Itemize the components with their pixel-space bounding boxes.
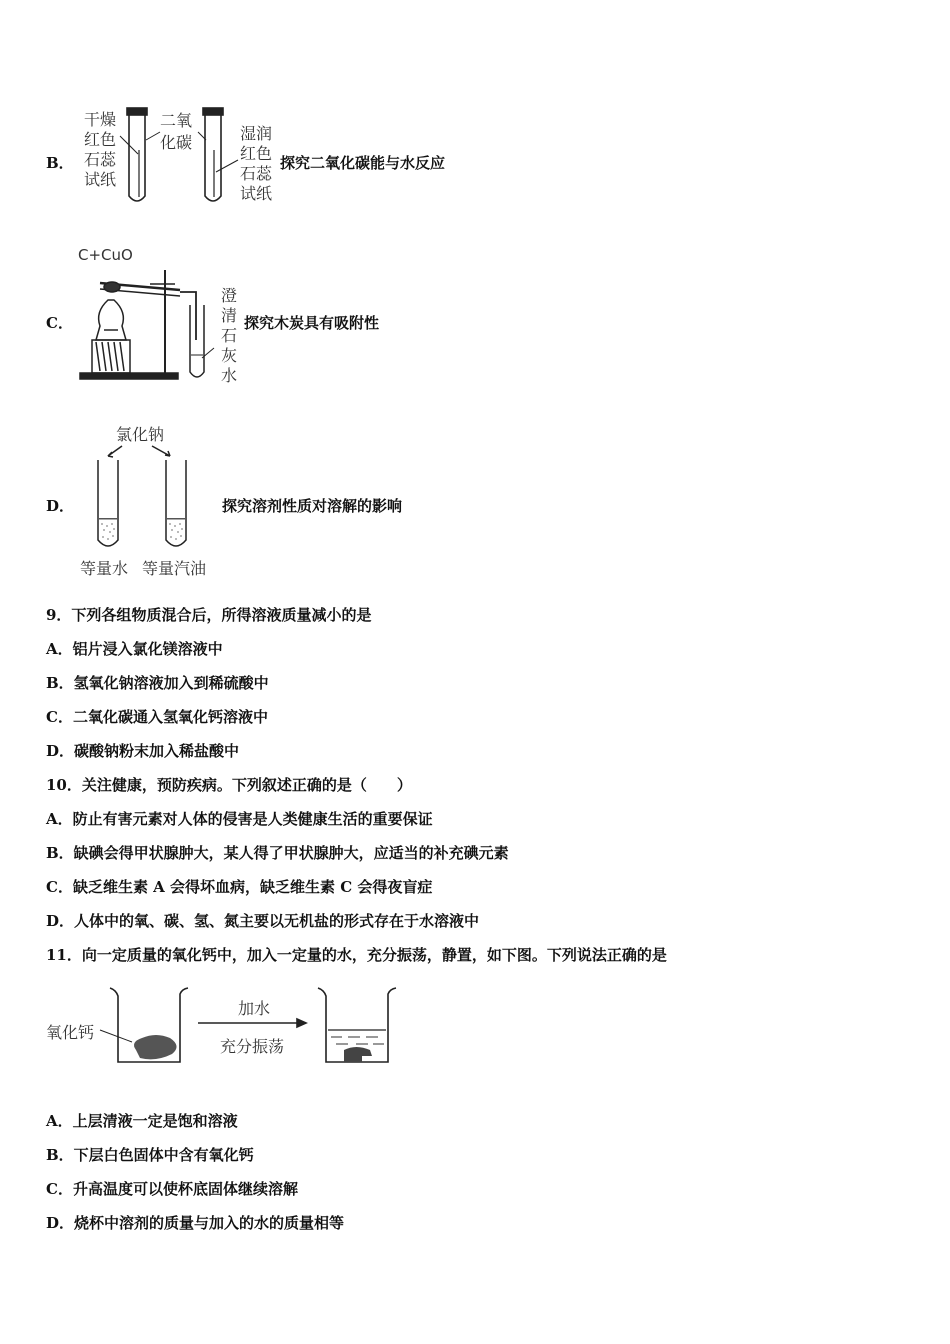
label-line: 湿润 [239,124,272,143]
label-line: 红色 [239,144,272,163]
label-line: 石蕊 [239,164,272,183]
q10-option-a: A．防止有害元素对人体的侵害是人类健康生活的重要保证 [46,810,433,828]
cao-label: 氧化钙 [46,1023,95,1042]
q10-stem: 10．关注健康，预防疾病。下列叙述正确的是（ ） [46,776,412,794]
nacl-label: 氯化钠 [116,425,165,444]
beaker-diagram [0,0,420,1100]
add-water-label: 加水 [238,999,271,1018]
option-b-text: 探究二氧化碳能与水反应 [280,154,446,172]
q9-option-b: B．氢氧化钠溶液加入到稀硫酸中 [46,674,269,692]
q10-option-c: C．缺乏维生素 A 会得坏血病，缺乏维生素 C 会得夜盲症 [46,878,433,896]
option-d-letter: D． [46,497,75,515]
q10-option-d: D．人体中的氧、碳、氢、氮主要以无机盐的形式存在于水溶液中 [46,912,480,930]
q11-option-d: D．烧杯中溶剂的质量与加入的水的质量相等 [46,1214,345,1232]
label-line: 试纸 [83,170,116,189]
q11-stem: 11．向一定质量的氧化钙中，加入一定量的水，充分振荡，静置，如下图。下列说法正确的是 [46,946,667,964]
shake-label: 充分振荡 [220,1037,285,1056]
label-line: 清 [220,306,237,325]
q9-option-c: C．二氧化碳通入氢氧化钙溶液中 [46,708,268,726]
q11-option-a: A．上层清液一定是饱和溶液 [46,1112,238,1130]
label-line: 石 [220,326,237,345]
equal-gasoline-label: 等量汽油 [142,559,207,578]
q9-stem: 9．下列各组物质混合后，所得溶液质量减小的是 [46,606,372,624]
option-d-text: 探究溶剂性质对溶解的影响 [222,497,403,515]
label-line: 试纸 [239,184,272,203]
co2-label-1: 二氧 [160,111,193,130]
q11-option-b: B．下层白色固体中含有氧化钙 [46,1146,254,1164]
co2-label-2: 化碳 [160,133,193,152]
c-cuo-label: C+CuO [78,246,133,264]
equal-water-label: 等量水 [80,559,129,578]
label-line: 水 [220,366,237,385]
q10-option-b: B．缺碘会得甲状腺肿大，某人得了甲状腺肿大，应适当的补充碘元素 [46,844,509,862]
option-c-text: 探究木炭具有吸附性 [244,314,380,332]
label-line: 石蕊 [83,150,116,169]
cao-lump [134,1035,177,1059]
label-line: 灰 [220,346,237,365]
label-line: 红色 [83,130,116,149]
q9-option-a: A．铝片浸入氯化镁溶液中 [46,640,223,658]
option-c-letter: C． [46,314,73,332]
option-b-letter: B． [46,154,74,172]
q9-option-d: D．碳酸钠粉末加入稀盐酸中 [46,742,240,760]
label-line: 澄 [220,286,237,305]
precipitate [344,1047,372,1062]
label-line: 干燥 [83,110,116,129]
q11-option-c: C．升高温度可以使杯底固体继续溶解 [46,1180,298,1198]
